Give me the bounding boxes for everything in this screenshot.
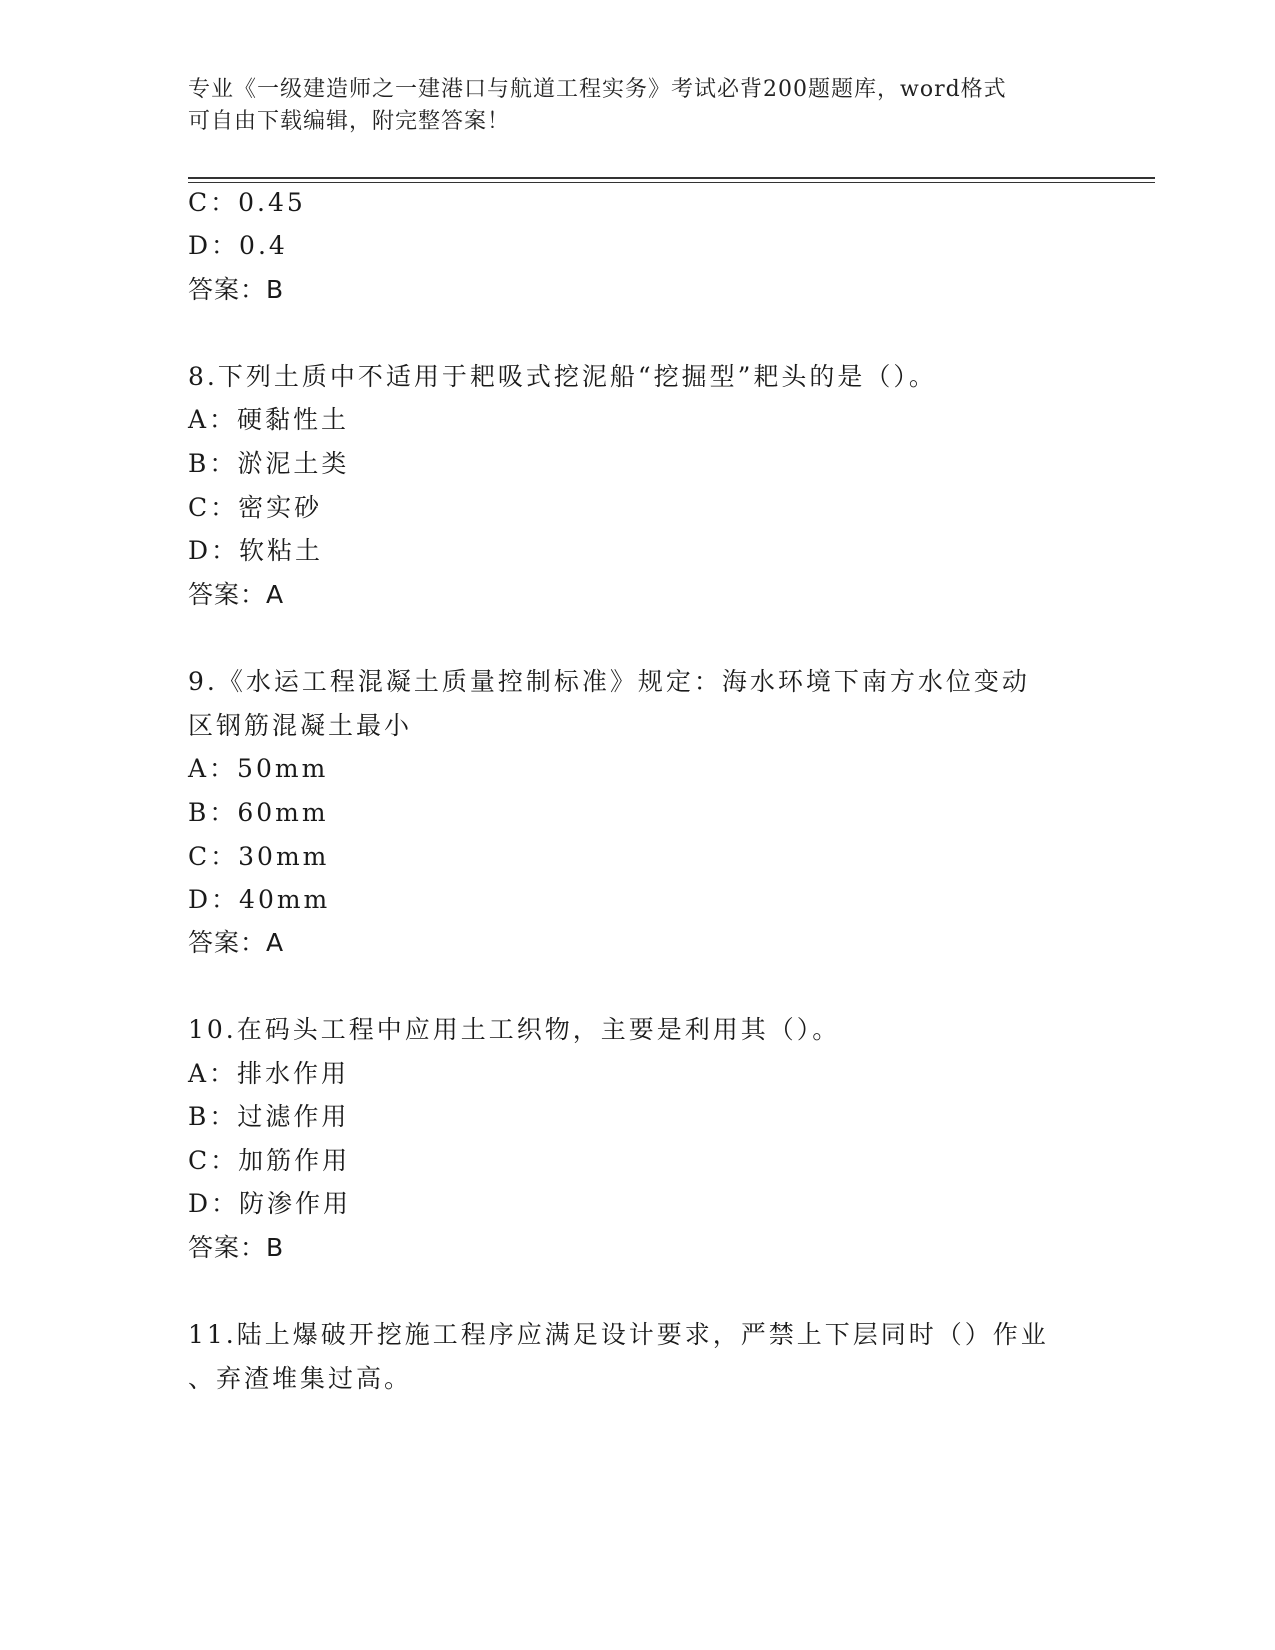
option-d: D：软粘土 <box>188 536 324 565</box>
question-stem-line-1: 11.陆上爆破开挖施工程序应满足设计要求，严禁上下层同时（）作业 <box>188 1320 1049 1349</box>
title-line-2: 可自由下载编辑，附完整答案！ <box>188 109 511 134</box>
option-d: D：防渗作用 <box>188 1189 352 1218</box>
option-c: C：0.45 <box>188 188 306 217</box>
option-c: C：加筋作用 <box>188 1146 351 1175</box>
option-a: A：硬黏性土 <box>188 405 350 434</box>
question-stem-line-1: 9.《水运工程混凝土质量控制标准》规定：海水环境下南方水位变动 <box>188 667 1030 696</box>
option-c: C：30mm <box>188 842 330 871</box>
title-line-1: 专业《一级建造师之一建港口与航道工程实务》考试必背200题题库，word格式 <box>188 77 1007 102</box>
header-rule-thick <box>188 177 1155 179</box>
option-d: D：0.4 <box>188 231 288 260</box>
question-stem-line-2: 区钢筋混凝土最小 <box>188 711 413 740</box>
option-b: B：过滤作用 <box>188 1102 350 1131</box>
option-a: A：排水作用 <box>188 1059 350 1088</box>
answer: 答案：A <box>188 928 285 957</box>
question-stem: 10.在码头工程中应用土工织物，主要是利用其（）。 <box>188 1015 841 1044</box>
question-stem: 8.下列土质中不适用于耙吸式挖泥船“挖掘型”耙头的是（）。 <box>188 362 937 391</box>
document-title <box>188 74 1068 138</box>
option-a: A：50mm <box>188 754 329 783</box>
answer: 答案：B <box>188 275 285 304</box>
answer: 答案：A <box>188 580 285 609</box>
option-b: B：60mm <box>188 798 329 827</box>
question-stem-line-2: 、弃渣堆集过高。 <box>188 1364 413 1393</box>
option-c: C：密实砂 <box>188 493 323 522</box>
header-rule-thin <box>188 182 1155 183</box>
option-d: D：40mm <box>188 885 331 914</box>
answer: 答案：B <box>188 1233 285 1262</box>
option-b: B：淤泥土类 <box>188 449 350 478</box>
